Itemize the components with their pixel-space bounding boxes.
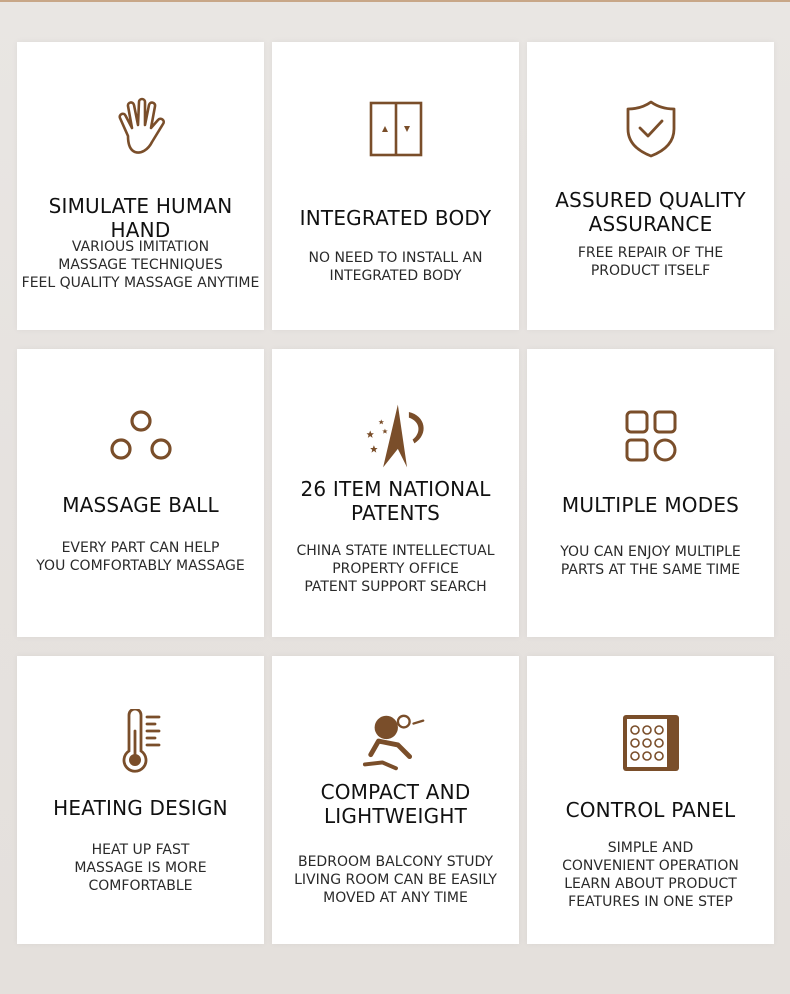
feature-description: EVERY PART CAN HELP YOU COMFORTABLY MASSAGE xyxy=(36,540,245,574)
feature-card-assured-quality xyxy=(527,42,774,330)
feature-card-control-panel xyxy=(527,656,774,944)
feature-title: MASSAGE BALL xyxy=(62,493,219,517)
massage-ball-icon xyxy=(106,401,176,471)
feature-description: CHINA STATE INTELLECTUAL PROPERTY OFFICE PATENT SUPPORT SEARCH xyxy=(296,543,495,595)
hand-icon xyxy=(106,94,176,164)
feature-description: SIMPLE AND CONVENIENT OPERATION LEARN ABOUT PRODUCT FEATURES IN ONE STEP xyxy=(562,840,739,910)
feature-title: HEATING DESIGN xyxy=(53,796,228,820)
feature-description: VARIOUS IMITATION MASSAGE TECHNIQUES FEEL QUALITY MASSAGE ANYTIME xyxy=(21,239,260,291)
control-panel-icon xyxy=(616,708,686,778)
feature-description: YOU CAN ENJOY MULTIPLE PARTS AT THE SAME TIME xyxy=(560,544,741,578)
feature-title: INTEGRATED BODY xyxy=(299,206,492,230)
thermometer-icon xyxy=(106,708,176,778)
feature-card-integrated-body xyxy=(272,42,519,330)
feature-description: HEAT UP FAST MASSAGE IS MORE COMFORTABLE xyxy=(74,842,207,894)
feature-description: FREE REPAIR OF THE PRODUCT ITSELF xyxy=(577,245,724,279)
feature-title: 26 ITEM NATIONAL PATENTS xyxy=(300,477,491,525)
integrated-body-icon xyxy=(361,94,431,164)
feature-title: SIMULATE HUMAN HAND xyxy=(48,194,233,242)
feature-card-national-patents xyxy=(272,349,519,637)
feature-title: ASSURED QUALITY ASSURANCE xyxy=(555,188,746,236)
top-accent-line xyxy=(0,0,790,2)
shield-check-icon xyxy=(616,94,686,164)
seated-person-icon xyxy=(361,708,431,778)
feature-card-heating-design xyxy=(17,656,264,944)
feature-description: BEDROOM BALCONY STUDY LIVING ROOM CAN BE EASILY MOVED AT ANY TIME xyxy=(294,854,497,906)
feature-card-massage-ball xyxy=(17,349,264,637)
feature-grid xyxy=(17,42,774,944)
patent-star-icon xyxy=(361,401,431,471)
modes-grid-icon xyxy=(616,401,686,471)
feature-card-simulate-human-hand xyxy=(17,42,264,330)
feature-description: NO NEED TO INSTALL AN INTEGRATED BODY xyxy=(308,250,483,284)
feature-title: COMPACT AND LIGHTWEIGHT xyxy=(320,780,471,828)
feature-title: MULTIPLE MODES xyxy=(561,493,740,517)
feature-title: CONTROL PANEL xyxy=(565,798,736,822)
feature-card-compact-lightweight xyxy=(272,656,519,944)
feature-card-multiple-modes xyxy=(527,349,774,637)
